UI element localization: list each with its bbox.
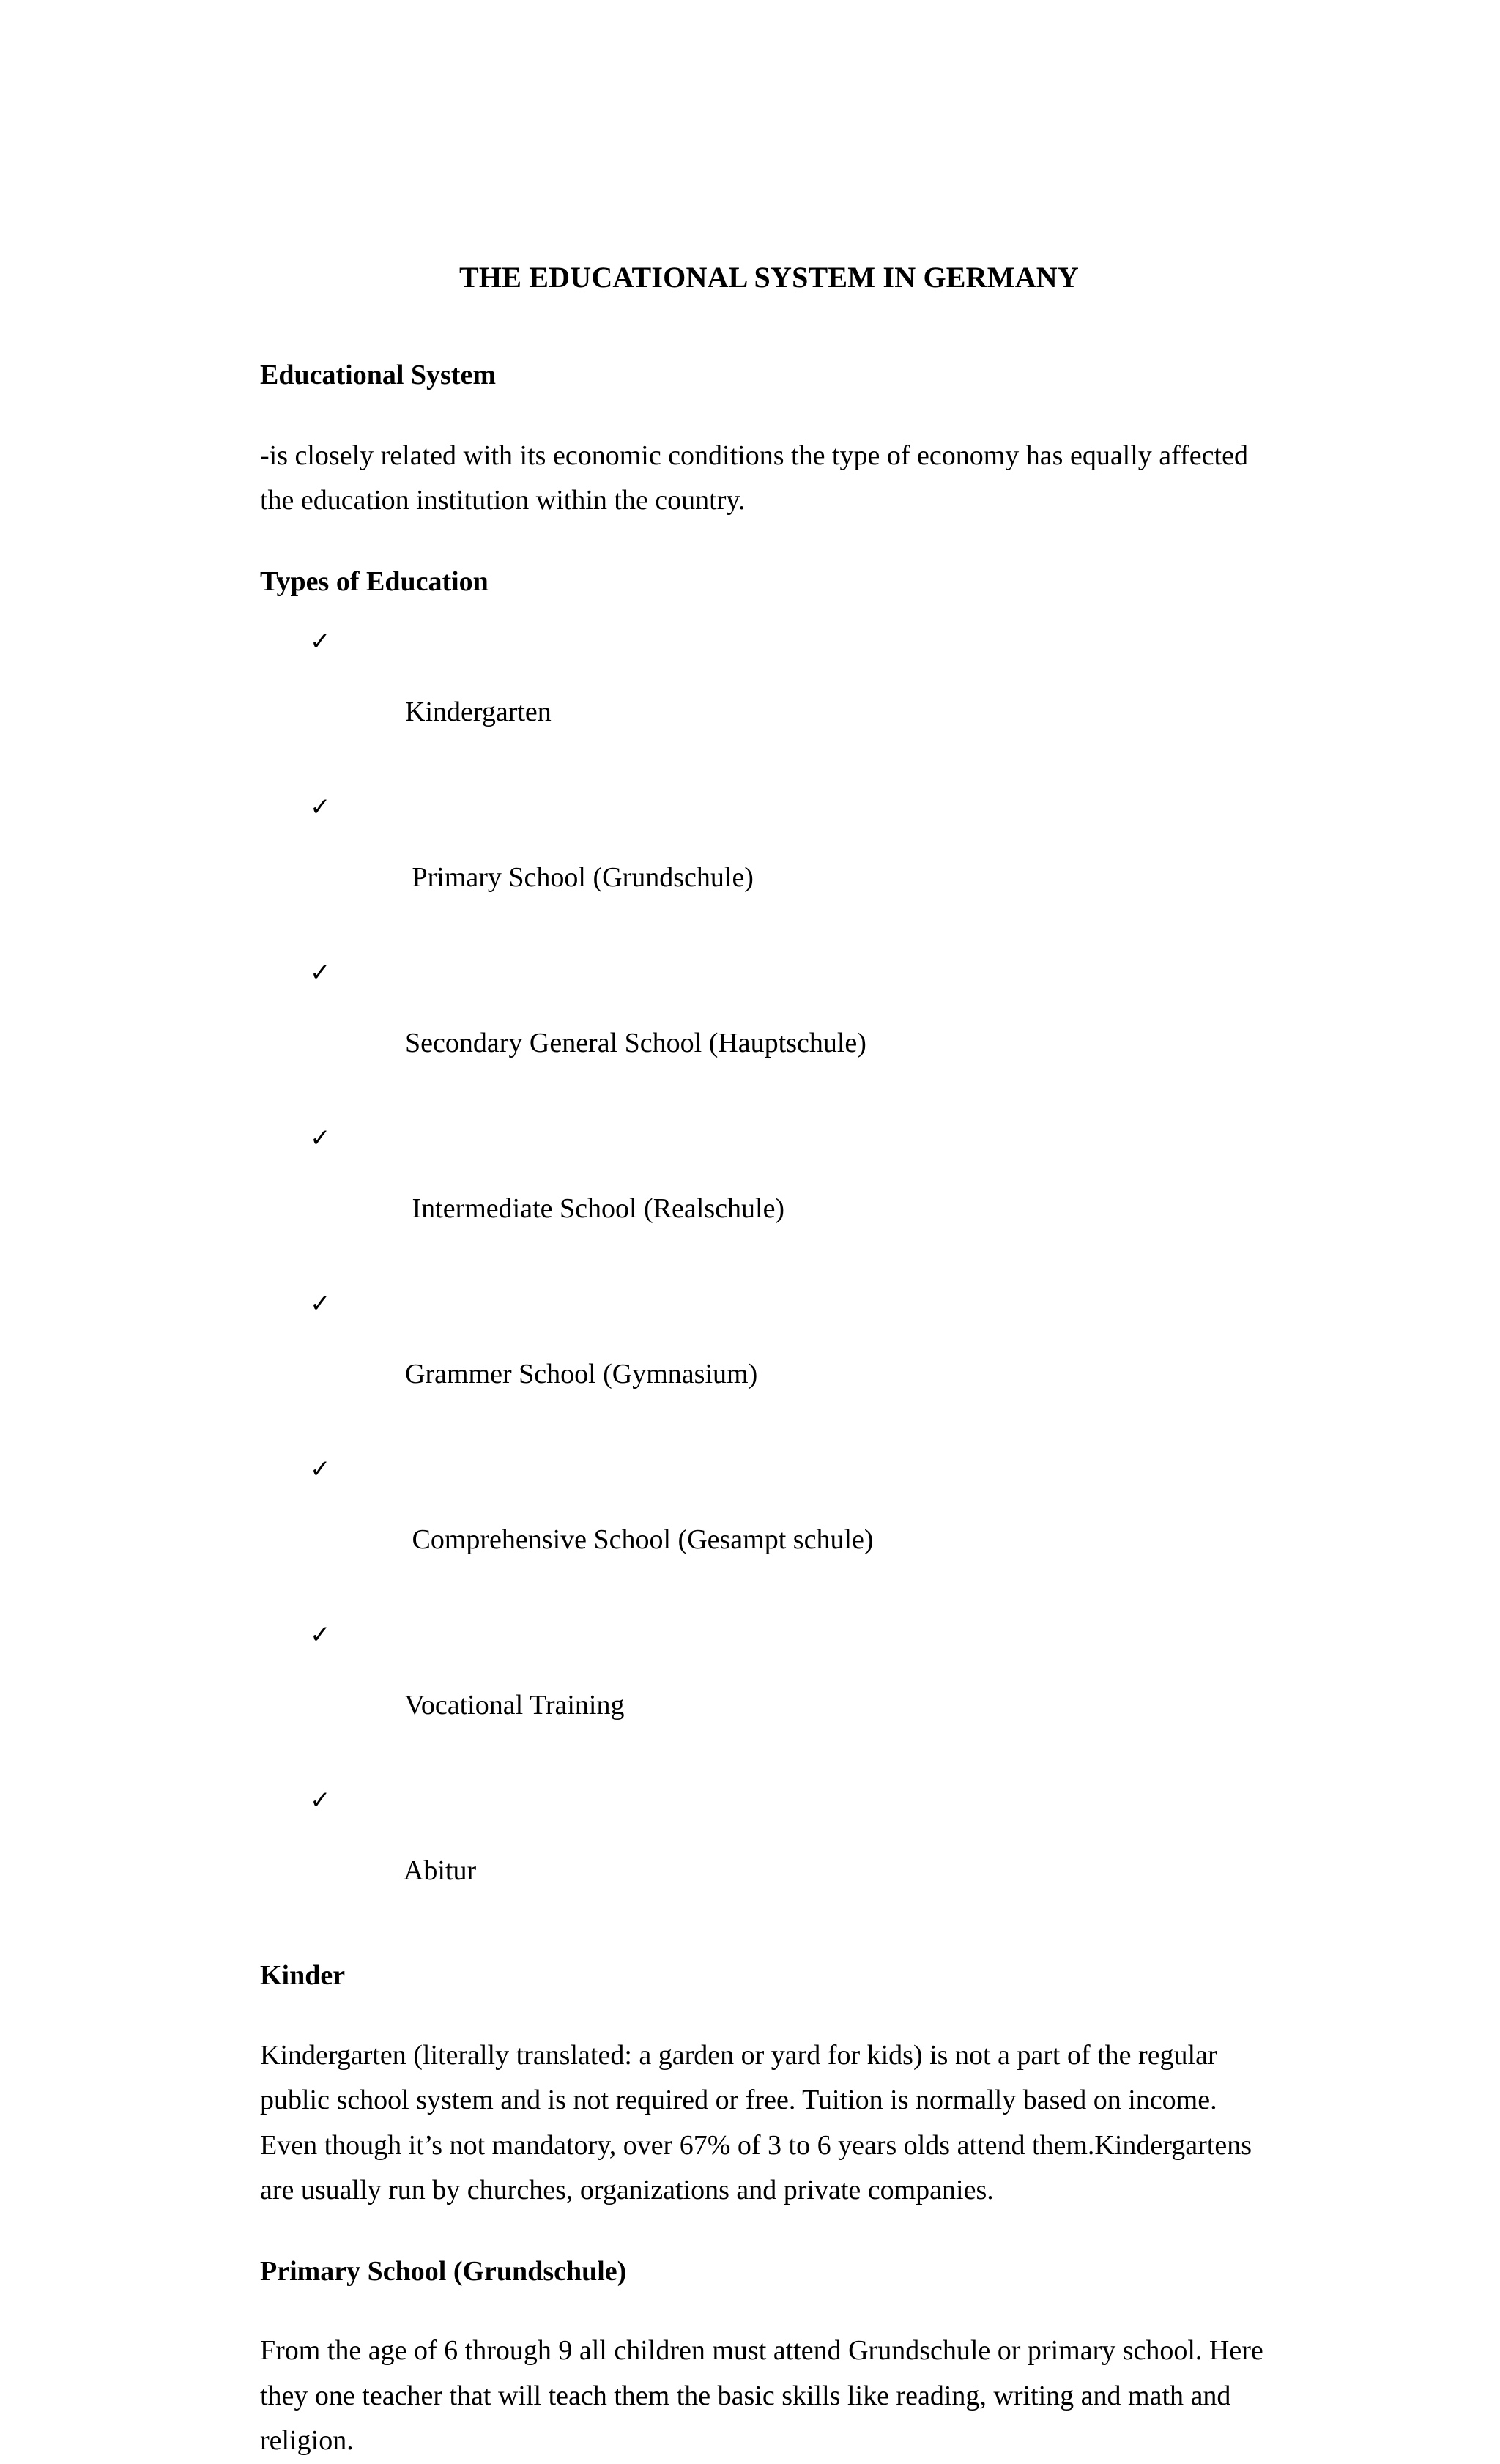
list-item-label: Secondary General School (Hauptschule) <box>405 1028 866 1059</box>
list-item <box>260 1619 1278 1758</box>
list-item-label: Primary School (Grundschule) <box>405 862 754 894</box>
section-heading-educational-system: Educational System <box>260 360 496 390</box>
list-item-label: Grammer School (Gymnasium) <box>405 1359 758 1390</box>
list-item <box>260 1453 1278 1592</box>
spacer <box>260 1923 1278 1959</box>
check-icon: ✓ <box>310 1620 331 1650</box>
list-item <box>260 1122 1278 1261</box>
list-item-label: Intermediate School (Realschule) <box>405 1193 785 1225</box>
spacer <box>260 524 1278 565</box>
list-item-label: Comprehensive School (Gesampt schule) <box>405 1524 874 1556</box>
check-icon: ✓ <box>310 1786 331 1816</box>
check-icon: ✓ <box>310 958 331 988</box>
section-heading-kinder: Kinder <box>260 1960 346 1992</box>
list-item <box>260 1784 1278 1923</box>
paragraph-kinder: Kindergarten (literally translated: a garden or yard for kids) is not a part of the regular public school system and is not required or free. Tuition is normally based on income. Even though it’s not mandatory, over 67% of 3 to 6 years olds attend them.Kindergartens are usually run by churches, organizations and private companies. <box>260 2039 1252 2206</box>
list-item-label: Kindergarten <box>405 697 552 728</box>
list-item <box>260 1288 1278 1427</box>
section-heading-primary-school: Primary School (Grundschule) <box>260 2255 627 2287</box>
check-icon: ✓ <box>310 1289 331 1319</box>
spacer <box>260 2289 1278 2328</box>
section-heading-types-of-education: Types of Education <box>260 565 489 597</box>
paragraph-educational-system: -is closely related with its economic conditions the type of economy has equally affected the education institution within the country. <box>260 439 1248 516</box>
list-item-label: Vocational Training <box>404 1690 625 1721</box>
paragraph-primary-school: From the age of 6 through 9 all children must attend Grundschule or primary school. Here they one teacher that will teach them the basic skills like reading, writing and math and religion. <box>260 2335 1263 2457</box>
list-item <box>260 791 1278 930</box>
spacer <box>260 1994 1278 2033</box>
spacer <box>260 295 1278 358</box>
document-body <box>260 0 1278 2464</box>
check-icon: ✓ <box>310 1124 331 1154</box>
page-title: THE EDUCATIONAL SYSTEM IN GERMANY <box>459 261 1079 294</box>
spacer <box>260 2213 1278 2255</box>
types-of-education-list <box>260 626 1278 1923</box>
spacer <box>260 599 1278 626</box>
list-item <box>260 957 1278 1096</box>
spacer <box>260 393 1278 434</box>
list-item-label: Abitur <box>403 1855 477 1887</box>
check-icon: ✓ <box>310 627 331 657</box>
check-icon: ✓ <box>310 1455 331 1485</box>
list-item <box>260 626 1278 765</box>
check-icon: ✓ <box>310 793 331 823</box>
